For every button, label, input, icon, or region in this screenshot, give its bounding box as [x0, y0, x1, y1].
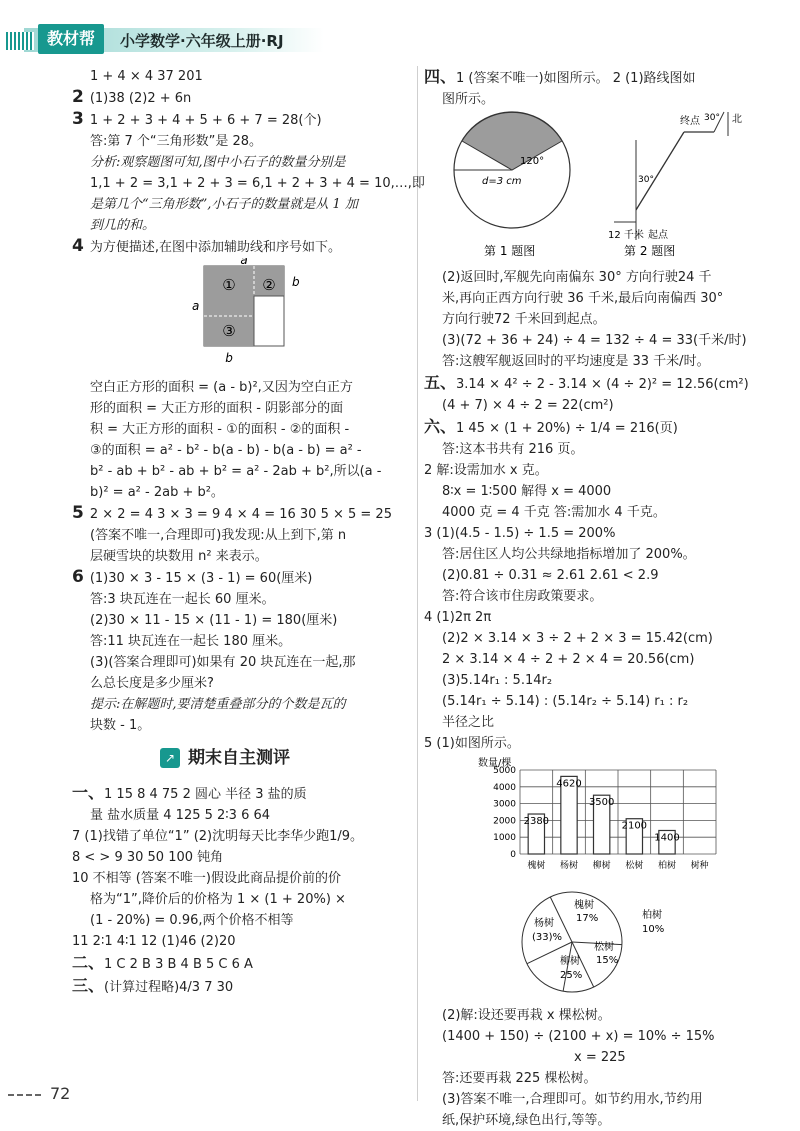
s1-line-7: (1 - 20%) = 0.96,两个价格不相等 — [90, 913, 294, 928]
q6-line-2: 答:3 块瓦连在一起长 60 厘米。 — [90, 592, 275, 607]
y-tick-label: 5000 — [493, 766, 516, 776]
route-segment-1 — [636, 132, 684, 210]
bar-chart — [424, 754, 760, 879]
region-3: ③ — [222, 322, 236, 340]
bar-value-label: 4620 — [556, 778, 582, 790]
q5-line-1: 2 × 2 = 4 3 × 3 = 9 4 × 4 = 16 30 5 × 5 = 25 — [89, 507, 392, 522]
north-label: 北 — [732, 114, 742, 125]
region-1: ① — [222, 276, 236, 294]
tail-line-1: (2)解:设还要再栽 x 棵松树。 — [442, 1008, 611, 1023]
x-tick-label: 树种 — [690, 861, 709, 871]
pie-label-song: 松树 — [594, 942, 614, 953]
s6-label: 六、 — [424, 417, 457, 436]
route-line-3: 方向行驶72 千米回到起点。 — [442, 312, 606, 327]
route-line-2: 米,再向正西方向行驶 36 千米,最后向南偏西 30° — [442, 291, 724, 306]
s6-line-1: 1 45 × (1 + 20%) ÷ 1/4 = 216(页) — [456, 421, 678, 436]
q4-line-1: 空白正方形的面积 = (a - b)²,又因为空白正方 — [90, 380, 353, 395]
q4-line-5: b² - ab + b² - ab + b² = a² - 2ab + b²,所以(a - — [90, 464, 382, 479]
q4-line-2: 形的面积 = 大正方形的面积 - 阴影部分的面 — [90, 401, 344, 416]
pie-chart — [424, 886, 760, 998]
q6-line-5: (3)(答案合理即可)如果有 20 块瓦连在一起,那 — [90, 655, 356, 670]
s5-line-1: 3.14 × 4² ÷ 2 - 3.14 × (4 ÷ 2)² = 12.56(cm²) — [456, 377, 749, 392]
s4-text-2: 图所示。 — [442, 92, 495, 107]
s6-line-3: 2 解:设需加水 x 克。 — [424, 463, 548, 478]
tail-line-4: 答:还要再栽 225 棵松树。 — [442, 1071, 597, 1086]
end-label: 终点 — [680, 116, 700, 127]
label-a-top: a — [240, 258, 248, 267]
tail-line-6: 纸,保护环境,绿色出行,等等。 — [442, 1113, 611, 1128]
page-header — [0, 18, 800, 58]
s6-line-6: 3 (1)(4.5 - 1.5) ÷ 1.5 = 200% — [424, 526, 616, 541]
x-tick-label: 杨树 — [559, 861, 579, 871]
chart-ylabel: 数量/棵 — [478, 758, 512, 769]
square-figure — [72, 258, 410, 370]
s5-line-2: (4 + 7) × 4 ÷ 2 = 22(cm²) — [442, 398, 614, 413]
pie-pct-liu: 25% — [560, 970, 583, 981]
pie-label-huai: 槐树 — [574, 900, 594, 911]
header-strip — [6, 32, 34, 50]
column-divider — [417, 66, 418, 1101]
s2-text: 1 C 2 B 3 B 4 B 5 C 6 A — [104, 957, 253, 972]
q3-analysis-1: 分析:观察题图可知,图中小石子的数量分别是 — [90, 155, 346, 170]
angle-1: 30° — [704, 113, 720, 123]
route-line-5: 答:这艘军舰返回时的平均速度是 33 千米/时。 — [442, 354, 710, 369]
q4-line-3: 积 = 大正方形的面积 - ①的面积 - ②的面积 - — [90, 422, 350, 437]
s3-label: 三、 — [72, 976, 105, 995]
header-title: 小学数学·六年级上册·RJ — [120, 32, 284, 50]
q5-line-2: (答案不唯一,合理即可)我发现:从上到下,第 n — [90, 528, 347, 543]
block-header — [72, 744, 410, 778]
s6-line-12: 2 × 3.14 × 4 ÷ 2 + 2 × 4 = 20.56(cm) — [442, 652, 695, 667]
s6-line-7: 答:居住区人均公共绿地指标增加了 200%。 — [442, 547, 696, 562]
bar-value-label: 2100 — [621, 820, 648, 832]
s6-line-11: (2)2 × 3.14 × 3 ÷ 2 + 2 × 3 = 15.42(cm) — [442, 631, 713, 646]
y-tick-label: 3000 — [493, 799, 516, 810]
pie-label-yang: 杨树 — [534, 918, 554, 929]
s1-line-5: 10 不相等 (答案不唯一)假设此商品提价前的价 — [72, 871, 341, 886]
s1-line-3: 7 (1)找错了单位“1” (2)沈明每天比李华少跑1/9。 — [72, 829, 364, 844]
y-tick-label: 4000 — [493, 782, 516, 793]
chart-icon: ↗ — [160, 748, 180, 768]
block-title: 期末自主测评 — [188, 748, 290, 768]
q4-text: 为方便描述,在图中添加辅助线和序号如下。 — [89, 240, 341, 255]
s1-line-2: 量 盐水质量 4 125 5 2∶3 6 64 — [90, 808, 271, 823]
route-figure — [608, 112, 742, 241]
start-label: 起点 — [648, 230, 668, 241]
x-tick-label: 槐树 — [527, 861, 546, 871]
bar-value-label: 1400 — [654, 832, 680, 844]
scale-label: 12 千米 — [608, 230, 644, 241]
q3-analysis-4: 到几的和。 — [90, 218, 156, 233]
y-tick-label: 0 — [510, 850, 516, 860]
pie-pct-yang: (33)% — [532, 932, 563, 943]
q3-number: 3 — [72, 109, 84, 129]
pie-pct-huai: 17% — [576, 913, 599, 924]
label-b-right: b — [292, 275, 300, 289]
s5-label: 五、 — [424, 373, 457, 392]
s1-line-1: 1 15 8 4 75 2 圆心 半径 3 盐的质 — [104, 787, 307, 802]
fig2-caption: 第 2 题图 — [624, 244, 676, 258]
figures-row — [424, 110, 760, 260]
q4-line-6: b)² = a² - 2ab + b²。 — [90, 485, 224, 500]
s6-line-14: (5.14r₁ ÷ 5.14) : (5.14r₂ ÷ 5.14) r₁ : r₂ — [442, 694, 689, 709]
q3-answer: 答:第 7 个“三角形数”是 28。 — [90, 134, 263, 149]
s6-line-8: (2)0.81 ÷ 0.31 ≈ 2.61 2.61 < 2.9 — [442, 568, 659, 583]
tail-line-2: (1400 + 150) ÷ (2100 + x) = 10% ÷ 15% — [442, 1029, 715, 1044]
pie-label-bai: 柏树 — [642, 910, 662, 921]
label-b-bottom: b — [225, 351, 233, 365]
pie-pct-bai: 10% — [642, 924, 665, 935]
s1-label: 一、 — [72, 783, 105, 802]
s6-line-10: 4 (1)2π 2π — [424, 610, 492, 625]
q4-number: 4 — [72, 236, 84, 256]
s6-line-5: 4000 克 = 4 千克 答:需加水 4 千克。 — [442, 505, 666, 520]
s2-label: 二、 — [72, 953, 105, 972]
s1-line-4: 8 < > 9 30 50 100 钝角 — [72, 850, 224, 865]
q6-tip-1: 提示:在解题时,要清楚重叠部分的个数是瓦的 — [90, 697, 346, 712]
tail-line-3: x = 225 — [574, 1050, 626, 1065]
brand-tab: 教材帮 — [38, 24, 104, 54]
page-number-dash — [8, 1094, 44, 1096]
q5-line-3: 层硬雪块的块数用 n² 来表示。 — [90, 549, 268, 564]
y-tick-label: 1000 — [493, 833, 516, 844]
q6-line-1: (1)30 × 3 - 15 × (3 - 1) = 60(厘米) — [89, 571, 313, 586]
angle-2: 30° — [638, 175, 654, 185]
y-tick-label: 2000 — [493, 816, 516, 827]
diameter-label: d=3 cm — [482, 176, 522, 187]
q6-number: 6 — [72, 567, 84, 587]
pie-pct-song: 15% — [596, 955, 619, 966]
q6-line-3: (2)30 × 11 - 15 × (11 - 1) = 180(厘米) — [90, 613, 338, 628]
circle-figure — [454, 112, 570, 228]
region-2: ② — [262, 276, 276, 294]
fig1-caption: 第 1 题图 — [484, 244, 536, 258]
route-line-1: (2)返回时,军舰先向南偏东 30° 方向行驶24 千 — [442, 270, 712, 285]
bar-value-label: 3500 — [588, 797, 615, 809]
q3-analysis-2: 1,1 + 2 = 3,1 + 2 + 3 = 6,1 + 2 + 3 + 4 = 10,…,即 — [90, 176, 425, 191]
q2-text: (1)38 (2)2 + 6n — [89, 91, 192, 106]
tail-line-5: (3)答案不唯一,合理即可。如节约用水,节约用 — [442, 1092, 703, 1107]
x-tick-label: 松树 — [625, 861, 644, 871]
s4-label: 四、 — [424, 67, 457, 86]
s6-line-4: 8∶x = 1∶500 解得 x = 4000 — [442, 484, 612, 499]
blank-square — [254, 296, 284, 346]
s4-text-1: 1 (答案不唯一)如图所示。 2 (1)路线图如 — [456, 71, 696, 86]
s6-line-15: 半径之比 — [442, 715, 495, 730]
q6-tip-2: 块数 - 1。 — [90, 718, 151, 733]
left-column — [72, 66, 425, 998]
s3-text: (计算过程略)4/3 7 30 — [104, 980, 234, 995]
q6-line-6: 么总长度是多少厘米? — [90, 676, 214, 691]
pie-label-liu: 柳树 — [560, 956, 580, 967]
q1-continuation: 1 + 4 × 4 37 201 — [90, 69, 203, 84]
q6-line-4: 答:11 块瓦连在一起长 180 厘米。 — [90, 634, 292, 649]
q2-number: 2 — [72, 87, 84, 107]
q3-line: 1 + 2 + 3 + 4 + 5 + 6 + 7 = 28(个) — [89, 113, 322, 128]
label-a-left: a — [192, 299, 200, 313]
route-line-4: (3)(72 + 36 + 24) ÷ 4 = 132 ÷ 4 = 33(千米/时) — [442, 333, 747, 348]
q4-line-4: ③的面积 = a² - b² - b(a - b) - b(a - b) = a² - — [90, 443, 362, 458]
page-number: 72 — [50, 1084, 71, 1103]
x-tick-label: 柏树 — [657, 861, 677, 871]
s6-line-16: 5 (1)如图所示。 — [424, 736, 520, 751]
q5-number: 5 — [72, 503, 84, 523]
q3-analysis-3: 是第几个“三角形数”,小石子的数量就是从 1 加 — [90, 197, 358, 212]
angle-label: 120° — [520, 156, 545, 167]
s1-line-6: 格为“1”,降价后的价格为 1 × (1 + 20%) × — [90, 892, 346, 907]
right-column — [424, 66, 760, 1131]
s6-line-13: (3)5.14r₁ : 5.14r₂ — [442, 673, 553, 688]
s6-line-2: 答:这本书共有 216 页。 — [442, 442, 584, 457]
x-tick-label: 柳树 — [592, 861, 611, 871]
bar-value-label: 2380 — [523, 816, 550, 828]
s1-line-8: 11 2∶1 4∶1 12 (1)46 (2)20 — [72, 934, 236, 949]
s6-line-9: 答:符合该市住房政策要求。 — [442, 589, 603, 604]
